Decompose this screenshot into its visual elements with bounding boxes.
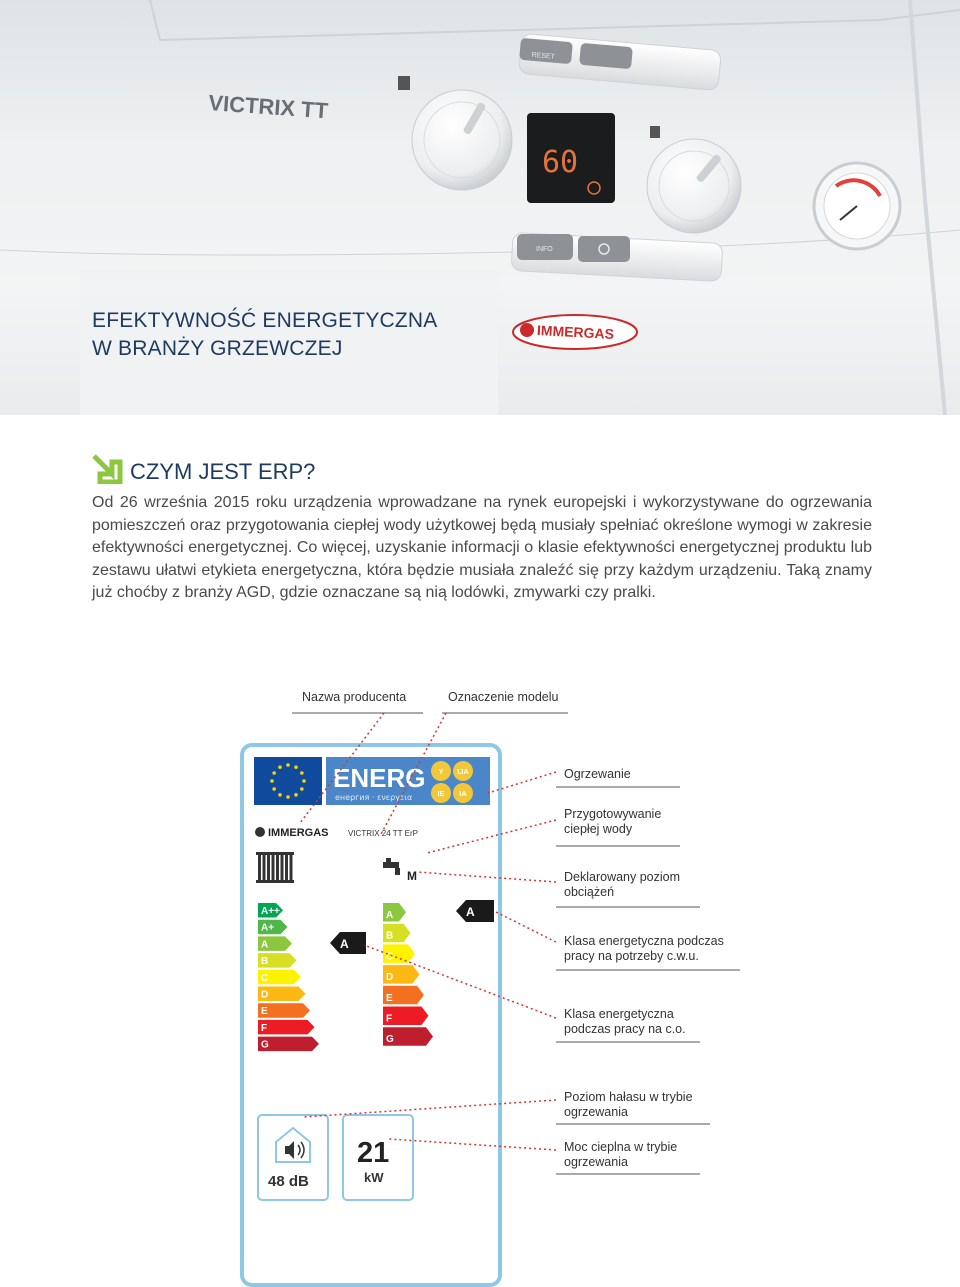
radiator-fin <box>263 855 266 880</box>
eu-star <box>272 787 276 791</box>
heating-class: A <box>340 937 349 951</box>
eu-star <box>278 793 282 797</box>
svg-text:INFO: INFO <box>536 246 553 253</box>
power-value: 21 <box>357 1137 390 1169</box>
eu-star <box>302 779 306 783</box>
dhw-scale-label: B <box>386 930 394 942</box>
annotation-dhw: Przygotowywanie ciepłej wody <box>564 807 662 836</box>
heating-scale-label: A+ <box>261 922 275 934</box>
noise-value: 48 dB <box>268 1173 309 1190</box>
annotation-manufacturer: Nazwa producenta <box>302 690 407 704</box>
energ-text: ENERG <box>333 763 426 793</box>
radiator-fin <box>281 855 284 880</box>
energ-corner-label: Y <box>438 767 444 776</box>
eu-star <box>286 795 290 799</box>
radiator-fin <box>290 855 293 880</box>
heating-scale-label: A <box>261 939 269 951</box>
radiator-fin <box>285 855 288 880</box>
radiator-fin <box>267 855 270 880</box>
eu-star <box>286 763 290 767</box>
radiator-fin <box>276 855 279 880</box>
boiler-model-text: VICTRIX TT <box>207 90 329 124</box>
heating-scale-label: C <box>261 972 269 984</box>
heating-scale-label: F <box>261 1022 268 1034</box>
eu-star <box>300 787 304 791</box>
svg-text:RESET: RESET <box>531 51 556 61</box>
radiator-fin <box>258 855 261 880</box>
display-value: 60 <box>542 145 579 180</box>
energ-corner-label: IJA <box>457 767 469 776</box>
dhw-scale-label: G <box>386 1034 394 1046</box>
annotation-power: Moc cieplna w trybie ogrzewania <box>564 1140 678 1169</box>
radiator-fin <box>272 855 275 880</box>
annotation-heating-class: Klasa energetyczna podczas pracy na c.o. <box>564 1007 686 1036</box>
energ-corner-label: IA <box>459 789 467 798</box>
heating-scale-label: E <box>261 1006 268 1018</box>
section-title: CZYM JEST ERP? <box>130 459 316 484</box>
power-unit: kW <box>364 1170 384 1185</box>
svg-text:IMMERGAS: IMMERGAS <box>536 322 615 343</box>
dhw-class: A <box>466 905 475 919</box>
eu-star <box>294 793 298 797</box>
annotation-model: Oznaczenie modelu <box>448 690 559 704</box>
dhw-scale-label: F <box>386 1013 393 1025</box>
annotation-noise: Poziom hałasu w trybie ogrzewania <box>564 1090 693 1119</box>
energ-corner-label: IE <box>437 789 445 798</box>
annotation-load-profile: Deklarowany poziom obciążeń <box>564 870 681 899</box>
heating-scale-label: D <box>261 989 269 1001</box>
heating-scale-label: G <box>261 1039 269 1051</box>
tap-size: M <box>407 869 417 883</box>
dhw-scale-label: C <box>386 951 394 963</box>
eu-star <box>278 765 282 769</box>
dhw-scale-label: A <box>386 910 394 921</box>
eu-star <box>270 779 274 783</box>
annotation-dhw-class: Klasa energetyczna podczas pracy na potrzeby c.w.u. <box>564 934 724 963</box>
dhw-scale-label: E <box>386 992 393 1004</box>
eu-star <box>300 771 304 775</box>
eu-star <box>272 771 276 775</box>
energ-subtext: енергия · ενεργεια <box>335 793 413 802</box>
label-model: VICTRIX 24 TT ErP <box>348 829 418 838</box>
eu-star <box>294 765 298 769</box>
label-manufacturer: IMMERGAS <box>268 827 329 839</box>
section-body: Od 26 września 2015 roku urządzenia wprowadzane na rynek europejski i wykorzystywane do ogrzewania pomieszczeń oraz przygotowania ciepłej wody użytkowej będą musiały spełniać określone wymogi w zakresie efektywności energetycznej. Co więcej, uzyskanie informacji o klasie efektywności energetycznej produktu lub zestawu ułatwi etykieta energetyczna, która będzie musiała znaleźć się przy każdym urządzeniu. Taką znamy już choćby z branży AGD, gdzie oznaczane są nią lodówki, zmywarki czy pralki. <box>92 494 872 602</box>
heating-scale-label: A++ <box>261 906 280 917</box>
dhw-scale-label: D <box>386 972 394 984</box>
page-title: EFEKTYWNOŚĆ ENERGETYCZNA W BRANŻY GRZEWCZEJ <box>92 309 438 360</box>
heating-scale-label: B <box>261 956 269 968</box>
immergas-mark-icon <box>255 827 265 837</box>
annotation-heating: Ogrzewanie <box>564 767 631 781</box>
